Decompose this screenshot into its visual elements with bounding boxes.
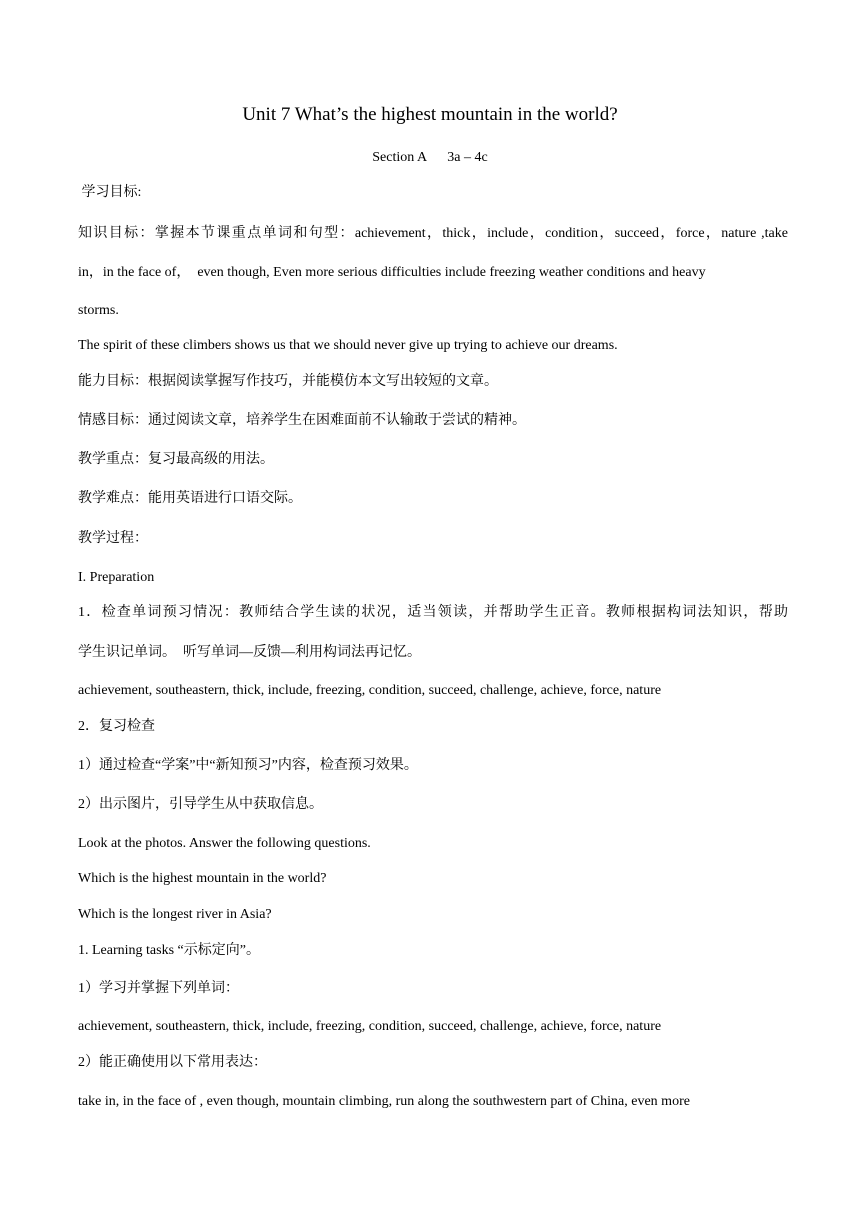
key-point: 教学重点：复习最高级的用法。 <box>78 452 274 467</box>
emotion-goal: 情感目标：通过阅读文章，培养学生在困难面前不认输敢于尝试的精神。 <box>78 413 526 428</box>
ability-goal: 能力目标：根据阅读掌握写作技巧，并能模仿本文写出较短的文章。 <box>78 374 498 389</box>
words-list-2: achievement, southeastern, thick, include, freezing, condition, succeed, challenge, achieve, force, nature <box>78 1019 662 1034</box>
knowledge-goal-line-3: storms. <box>78 303 119 318</box>
question-2: Which is the longest river in Asia? <box>78 907 272 922</box>
section-subtitle: Section A 3a – 4c <box>372 150 488 165</box>
step2-item-1: 1）通过检查“学案”中“新知预习”内容，检查预习效果。 <box>78 758 418 773</box>
objectives-heading: 学习目标: <box>78 185 142 200</box>
photos-prompt: Look at the photos. Answer the following questions. <box>78 836 371 851</box>
process-heading: 教学过程： <box>78 531 148 546</box>
expressions-list: take in, in the face of , even though, mountain climbing, run along the southwestern part of China, even more <box>78 1094 690 1109</box>
knowledge-goal-line-2: in，in the face of， even though, Even more serious difficulties include freezing weather conditions and heavy <box>78 265 706 280</box>
words-list-1: achievement, southeastern, thick, include, freezing, condition, succeed, challenge, achieve, force, nature <box>78 683 662 698</box>
document-title: Unit 7 What’s the highest mountain in the world? <box>242 104 618 125</box>
task-item-2: 2）能正确使用以下常用表达： <box>78 1055 267 1070</box>
step1-line-1: 1．检查单词预习情况：教师结合学生读的状况，适当领读，并帮助学生正音。教师根据构词法知识，帮助 <box>78 605 788 620</box>
task-item-1: 1）学习并掌握下列单词： <box>78 981 239 996</box>
step2-heading: 2．复习检查 <box>78 719 155 734</box>
question-1: Which is the highest mountain in the world? <box>78 871 327 886</box>
step2-item-2: 2）出示图片，引导学生从中获取信息。 <box>78 797 323 812</box>
difficult-point: 教学难点：能用英语进行口语交际。 <box>78 491 302 506</box>
learning-tasks: 1. Learning tasks “示标定向”。 <box>78 943 260 958</box>
knowledge-goal-line-1: 知识目标：掌握本节课重点单词和句型：achievement，thick，include，condition，succeed，force，nature ,take <box>78 226 788 241</box>
preparation-heading: I. Preparation <box>78 570 155 585</box>
step1-line-2: 学生识记单词。 听写单词—反馈—利用构词法再记忆。 <box>78 645 421 660</box>
spirit-sentence: The spirit of these climbers shows us that we should never give up trying to achieve our dreams. <box>78 338 618 353</box>
